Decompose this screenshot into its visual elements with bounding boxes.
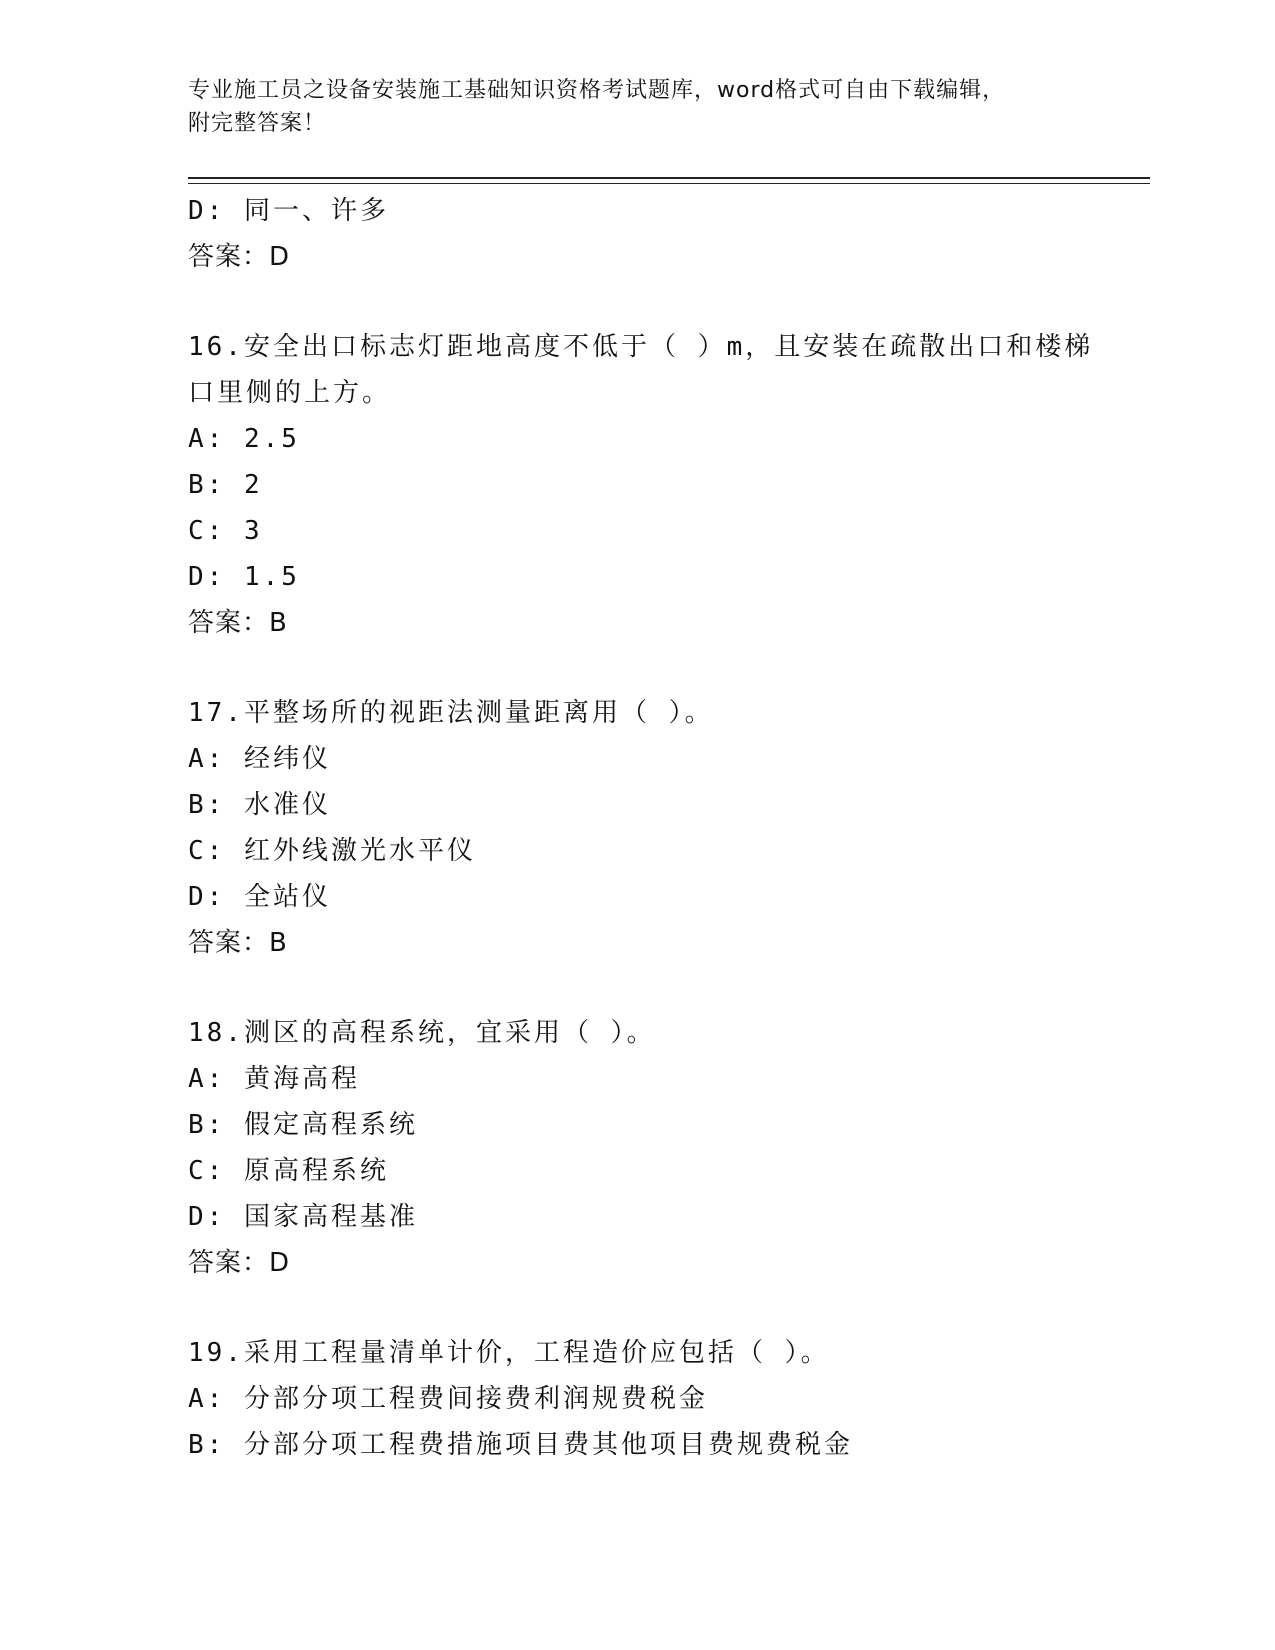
question-list [188,188,1094,1468]
option-a: A: 经纬仪 [188,744,331,774]
document-header [188,74,1068,140]
answer: 答案：B [188,928,288,958]
question-stem: 19.采用工程量清单计价，工程造价应包括（ ）。 [188,1338,830,1368]
prev-option-d: D: 同一、许多 [188,196,389,226]
option-c: C: 3 [188,516,263,546]
question-stem-cont: 口里侧的上方。 [188,378,392,408]
option-d: D: 1.5 [188,562,300,592]
header-divider-thick [188,177,1150,179]
question-stem: 16.安全出口标志灯距地高度不低于（ ）m，且安装在疏散出口和楼梯 [188,332,1094,362]
question-17 [188,690,1088,966]
option-d: D: 国家高程基准 [188,1202,418,1232]
prev-answer: 答案：D [188,242,291,272]
option-a: A: 2.5 [188,424,300,454]
option-d: D: 全站仪 [188,882,331,912]
option-b: B: 2 [188,470,263,500]
question-18 [188,1010,1088,1286]
question-16 [188,324,1094,646]
question-19 [188,1330,1088,1468]
question-stem: 17.平整场所的视距法测量距离用（ ）。 [188,698,714,728]
option-a: A: 黄海高程 [188,1064,360,1094]
option-b: B: 假定高程系统 [188,1110,418,1140]
option-b: B: 水准仪 [188,790,331,820]
option-a: A: 分部分项工程费间接费利润规费税金 [188,1384,708,1414]
option-c: C: 原高程系统 [188,1156,389,1186]
answer: 答案：B [188,608,288,638]
header-line-1: 专业施工员之设备安装施工基础知识资格考试题库，word格式可自由下载编辑， [188,78,1006,103]
question-stem: 18.测区的高程系统，宜采用（ ）。 [188,1018,656,1048]
option-b: B: 分部分项工程费措施项目费其他项目费规费税金 [188,1430,853,1460]
header-divider-thin [188,183,1150,184]
answer: 答案：D [188,1248,291,1278]
header-line-2: 附完整答案！ [188,111,327,136]
option-c: C: 红外线激光水平仪 [188,836,476,866]
